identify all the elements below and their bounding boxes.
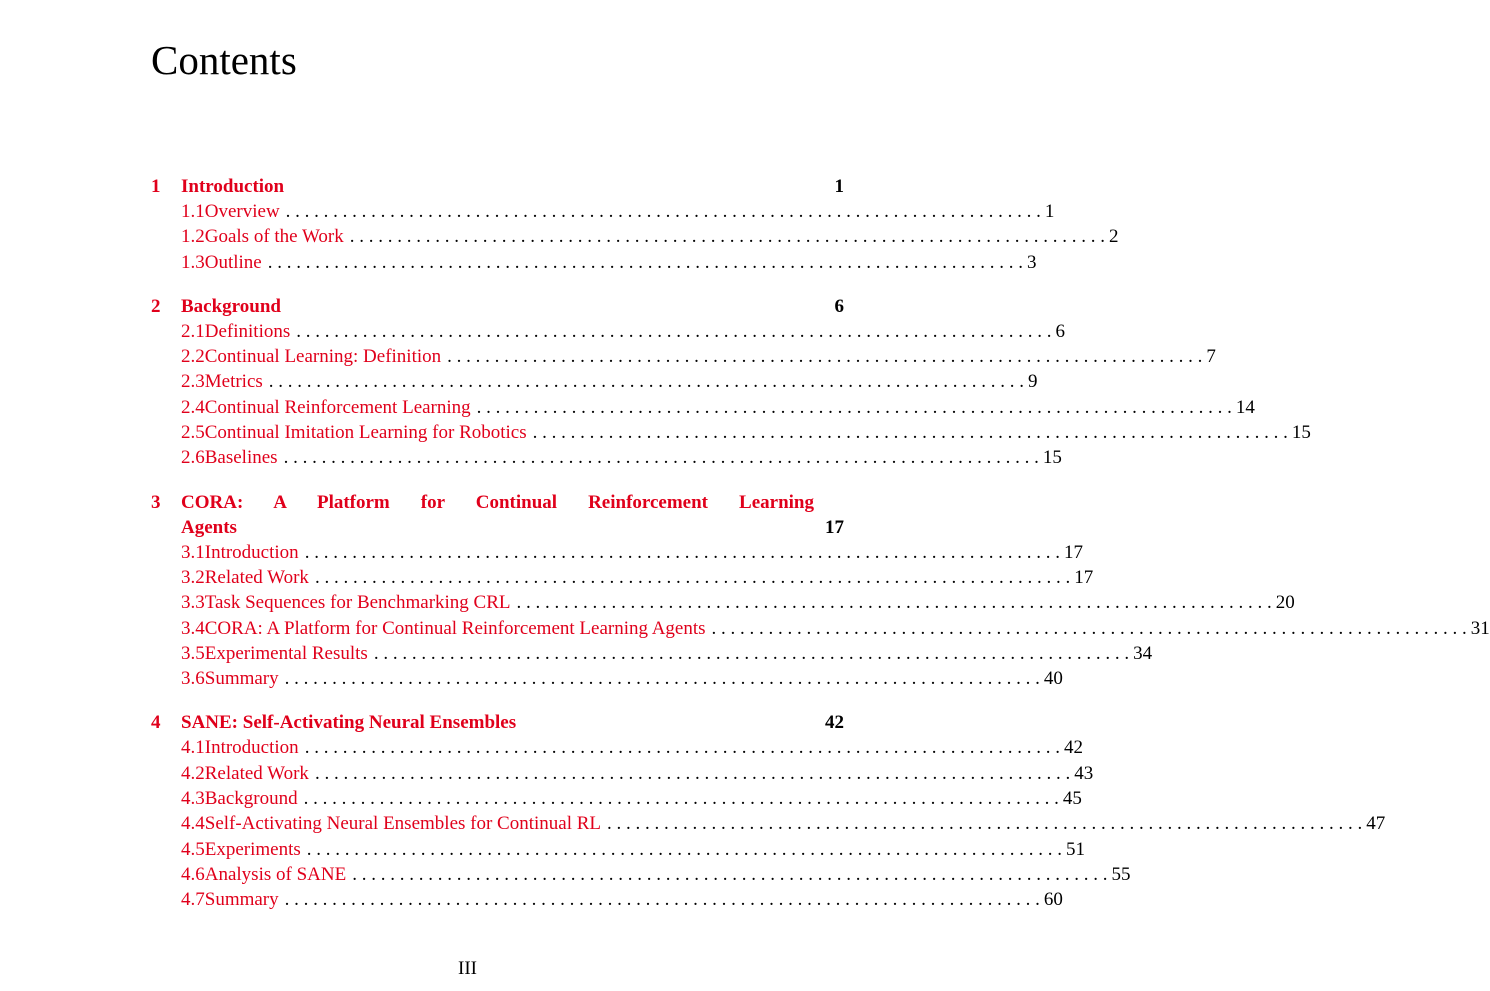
chapter-gap xyxy=(151,471,844,490)
section-title-link[interactable]: Metrics xyxy=(204,371,263,393)
toc-section-entry[interactable] xyxy=(151,811,1386,836)
section-title-link[interactable]: CORA: A Platform for Continual Reinforcement Learning Agents xyxy=(204,617,706,639)
section-page-number: 17 xyxy=(1074,566,1094,588)
leader-dots: . . . . . . . . . . . . . . . . . . . . . . . . . . . . . . . . . . . . . . . . . . . . . . . . . . . . . . . . . . . . . . . . . . . . . . . . . . . . . . . . xyxy=(283,447,1039,469)
leader-dots: . . . . . . . . . . . . . . . . . . . . . . . . . . . . . . . . . . . . . . . . . . . . . . . . . . . . . . . . . . . . . . . . . . . . . . . . . . . . . . . . xyxy=(607,813,1363,835)
section-page-number: 31 xyxy=(1470,617,1490,639)
page-title: Contents xyxy=(151,37,297,83)
toc-section-entry[interactable] xyxy=(151,420,1311,445)
chapter-page-number: 42 xyxy=(825,712,844,734)
toc-section-entry[interactable] xyxy=(151,369,1038,394)
leader-dots: . . . . . . . . . . . . . . . . . . . . . . . . . . . . . . . . . . . . . . . . . . . . . . . . . . . . . . . . . . . . . . . . . . . . . . . . . . . . . . . . xyxy=(532,422,1288,444)
toc-section-entry[interactable] xyxy=(151,761,1094,786)
chapter-title-link[interactable]: SANE: Self-Activating Neural Ensembles xyxy=(181,712,517,734)
toc-chapter xyxy=(151,710,1386,912)
section-title-link[interactable]: Experiments xyxy=(204,838,301,860)
toc-chapter xyxy=(151,174,1119,275)
leader-dots: . . . . . . . . . . . . . . . . . . . . . . . . . . . . . . . . . . . . . . . . . . . . . . . . . . . . . . . . . . . . . . . . . . . . . . . . . . . . . . . . xyxy=(268,371,1025,393)
toc-section-entry[interactable] xyxy=(151,616,1490,641)
toc-section-entry[interactable] xyxy=(151,862,1131,887)
chapter-page-number: 6 xyxy=(834,295,844,317)
toc-section-entry[interactable] xyxy=(151,344,1216,369)
section-title-link[interactable]: Baselines xyxy=(204,447,278,469)
toc-section-entry[interactable] xyxy=(151,590,1295,615)
section-number[interactable]: 3.5 xyxy=(181,642,205,664)
section-title-link[interactable]: Overview xyxy=(204,201,280,222)
section-number[interactable]: 1.1 xyxy=(181,201,205,222)
section-title-link[interactable]: Introduction xyxy=(204,541,299,563)
toc-section-entry[interactable] xyxy=(151,837,1086,862)
leader-dots: . . . . . . . . . . . . . . . . . . . . . . . . . . . . . . . . . . . . . . . . . . . . . . . . . . . . . . . . . . . . . . . . . . . . . . . . . . . . . . . . xyxy=(349,226,1106,248)
section-title-link[interactable]: Summary xyxy=(204,668,279,690)
chapter-gap xyxy=(151,275,844,294)
section-number[interactable]: 4.3 xyxy=(181,788,205,810)
section-page-number: 15 xyxy=(1042,447,1062,469)
section-title-link[interactable]: Continual Reinforcement Learning xyxy=(204,396,471,418)
section-number[interactable]: 2.5 xyxy=(181,422,205,444)
section-number[interactable]: 4.6 xyxy=(181,863,205,885)
section-title-link[interactable]: Continual Learning: Definition xyxy=(204,346,442,368)
toc-chapter xyxy=(151,294,1311,471)
chapter-page-number: 17 xyxy=(825,516,844,538)
section-number[interactable]: 4.7 xyxy=(181,889,205,911)
section-page-number: 42 xyxy=(1063,737,1083,759)
section-number[interactable]: 2.3 xyxy=(181,371,205,393)
section-number[interactable]: 4.5 xyxy=(181,838,205,860)
section-page-number: 1 xyxy=(1044,201,1055,222)
toc-section-entry[interactable] xyxy=(151,735,1083,760)
section-title-link[interactable]: Self-Activating Neural Ensembles for Continual RL xyxy=(204,813,602,835)
toc-section-entry[interactable] xyxy=(151,666,1063,691)
chapter-number[interactable]: 4 xyxy=(151,712,161,734)
section-number[interactable]: 2.4 xyxy=(181,396,205,418)
section-page-number: 17 xyxy=(1063,541,1083,563)
toc-section-entry[interactable] xyxy=(151,250,1037,275)
toc-section-entry[interactable] xyxy=(151,786,1082,811)
chapter-number[interactable]: 2 xyxy=(151,295,161,317)
section-page-number: 6 xyxy=(1055,320,1065,342)
section-title-link[interactable]: Related Work xyxy=(204,762,309,784)
toc-section-entry[interactable] xyxy=(151,199,1055,224)
chapter-title-link[interactable]: CORA: A Platform for Continual Reinforcement Learning xyxy=(181,491,814,513)
toc-section-entry[interactable] xyxy=(151,887,1063,912)
leader-dots: . . . . . . . . . . . . . . . . . . . . . . . . . . . . . . . . . . . . . . . . . . . . . . . . . . . . . . . . . . . . . . . . . . . . . . . . . . . . . . . . xyxy=(284,668,1040,690)
chapter-gap xyxy=(151,691,844,710)
toc-section-entry[interactable] xyxy=(151,540,1083,565)
section-title-link[interactable]: Introduction xyxy=(204,737,299,759)
toc-section-entry[interactable] xyxy=(151,565,1094,590)
section-number[interactable]: 1.2 xyxy=(181,226,205,248)
toc-section-entry[interactable] xyxy=(151,319,1065,344)
chapter-page-number: 1 xyxy=(834,176,844,197)
section-number[interactable]: 4.4 xyxy=(181,813,205,835)
section-number[interactable]: 3.3 xyxy=(181,592,205,614)
leader-dots: . . . . . . . . . . . . . . . . . . . . . . . . . . . . . . . . . . . . . . . . . . . . . . . . . . . . . . . . . . . . . . . . . . . . . . . . . . . . . . . . xyxy=(296,320,1052,342)
section-page-number: 9 xyxy=(1028,371,1038,393)
section-number[interactable]: 1.3 xyxy=(181,251,205,273)
section-title-link[interactable]: Continual Imitation Learning for Robotics xyxy=(204,422,527,444)
section-number[interactable]: 2.1 xyxy=(181,320,205,342)
section-page-number: 55 xyxy=(1111,863,1131,885)
leader-dots: . . . . . . . . . . . . . . . . . . . . . . . . . . . . . . . . . . . . . . . . . . . . . . . . . . . . . . . . . . . . . . . . . . . . . . . . . . . . . . . . xyxy=(352,863,1108,885)
chapter-title-link[interactable]: Agents xyxy=(181,516,237,538)
section-number[interactable]: 3.2 xyxy=(181,566,205,588)
section-page-number: 43 xyxy=(1074,762,1094,784)
section-number[interactable]: 4.1 xyxy=(181,737,205,759)
section-number[interactable]: 2.6 xyxy=(181,447,205,469)
table-of-contents xyxy=(151,174,1490,913)
chapter-title-link[interactable]: Background xyxy=(181,295,281,317)
leader-dots: . . . . . . . . . . . . . . . . . . . . . . . . . . . . . . . . . . . . . . . . . . . . . . . . . . . . . . . . . . . . . . . . . . . . . . . . . . . . . . . . xyxy=(447,346,1203,368)
section-title-link[interactable]: Definitions xyxy=(204,320,291,342)
section-page-number: 45 xyxy=(1062,788,1082,810)
section-title-link[interactable]: Task Sequences for Benchmarking CRL xyxy=(204,592,511,614)
section-title-link[interactable]: Background xyxy=(204,788,298,810)
chapter-title-link[interactable]: Introduction xyxy=(181,176,285,197)
section-page-number: 51 xyxy=(1066,838,1086,860)
page-number: III xyxy=(458,958,477,979)
section-page-number: 60 xyxy=(1043,889,1063,911)
section-title-link[interactable]: Analysis of SANE xyxy=(204,863,347,885)
leader-dots: . . . . . . . . . . . . . . . . . . . . . . . . . . . . . . . . . . . . . . . . . . . . . . . . . . . . . . . . . . . . . . . . . . . . . . . . . . . . . . . . xyxy=(304,737,1060,759)
leader-dots: . . . . . . . . . . . . . . . . . . . . . . . . . . . . . . . . . . . . . . . . . . . . . . . . . . . . . . . . . . . . . . . . . . . . . . . . . . . . . . . . xyxy=(267,251,1023,273)
toc-section-entry[interactable] xyxy=(151,224,1119,249)
leader-dots: . . . . . . . . . . . . . . . . . . . . . . . . . . . . . . . . . . . . . . . . . . . . . . . . . . . . . . . . . . . . . . . . . . . . . . . . . . . . . . . . xyxy=(314,762,1071,784)
section-page-number: 3 xyxy=(1027,251,1037,273)
leader-dots: . . . . . . . . . . . . . . . . . . . . . . . . . . . . . . . . . . . . . . . . . . . . . . . . . . . . . . . . . . . . . . . . . . . . . . . . . . . . . . . . xyxy=(303,788,1059,810)
section-title-link[interactable]: Summary xyxy=(204,889,279,911)
toc-section-entry[interactable] xyxy=(151,395,1255,420)
section-number[interactable]: 2.2 xyxy=(181,346,205,368)
leader-dots: . . . . . . . . . . . . . . . . . . . . . . . . . . . . . . . . . . . . . . . . . . . . . . . . . . . . . . . . . . . . . . . . . . . . . . . . . . . . . . . . xyxy=(306,838,1063,860)
section-title-link[interactable]: Experimental Results xyxy=(204,642,368,664)
section-title-link[interactable]: Goals of the Work xyxy=(204,226,344,248)
section-page-number: 7 xyxy=(1206,346,1216,368)
section-title-link[interactable]: Related Work xyxy=(204,566,309,588)
section-number[interactable]: 3.4 xyxy=(181,617,205,639)
leader-dots: . . . . . . . . . . . . . . . . . . . . . . . . . . . . . . . . . . . . . . . . . . . . . . . . . . . . . . . . . . . . . . . . . . . . . . . . . . . . . . . . xyxy=(314,566,1071,588)
section-page-number: 20 xyxy=(1275,592,1295,614)
section-number[interactable]: 4.2 xyxy=(181,762,205,784)
section-page-number: 34 xyxy=(1133,642,1153,664)
toc-section-entry[interactable] xyxy=(151,445,1062,470)
toc-section-entry[interactable] xyxy=(151,641,1153,666)
section-page-number: 2 xyxy=(1109,226,1119,248)
leader-dots: . . . . . . . . . . . . . . . . . . . . . . . . . . . . . . . . . . . . . . . . . . . . . . . . . . . . . . . . . . . . . . . . . . . . . . . . . . . . . . . . xyxy=(285,201,1041,222)
section-title-link[interactable]: Outline xyxy=(204,251,262,273)
section-page-number: 40 xyxy=(1043,668,1063,690)
leader-dots: . . . . . . . . . . . . . . . . . . . . . . . . . . . . . . . . . . . . . . . . . . . . . . . . . . . . . . . . . . . . . . . . . . . . . . . . . . . . . . . . xyxy=(516,592,1272,614)
chapter-number[interactable]: 1 xyxy=(151,176,161,197)
leader-dots: . . . . . . . . . . . . . . . . . . . . . . . . . . . . . . . . . . . . . . . . . . . . . . . . . . . . . . . . . . . . . . . . . . . . . . . . . . . . . . . . xyxy=(373,642,1130,664)
section-page-number: 15 xyxy=(1291,422,1311,444)
section-page-number: 47 xyxy=(1366,813,1386,835)
leader-dots: . . . . . . . . . . . . . . . . . . . . . . . . . . . . . . . . . . . . . . . . . . . . . . . . . . . . . . . . . . . . . . . . . . . . . . . . . . . . . . . . xyxy=(476,396,1232,418)
leader-dots: . . . . . . . . . . . . . . . . . . . . . . . . . . . . . . . . . . . . . . . . . . . . . . . . . . . . . . . . . . . . . . . . . . . . . . . . . . . . . . . . xyxy=(711,617,1467,639)
section-page-number: 14 xyxy=(1235,396,1255,418)
section-number[interactable]: 3.6 xyxy=(181,668,205,690)
leader-dots: . . . . . . . . . . . . . . . . . . . . . . . . . . . . . . . . . . . . . . . . . . . . . . . . . . . . . . . . . . . . . . . . . . . . . . . . . . . . . . . . xyxy=(284,889,1040,911)
leader-dots: . . . . . . . . . . . . . . . . . . . . . . . . . . . . . . . . . . . . . . . . . . . . . . . . . . . . . . . . . . . . . . . . . . . . . . . . . . . . . . . . xyxy=(304,541,1060,563)
chapter-number[interactable]: 3 xyxy=(151,491,161,513)
toc-chapter xyxy=(151,490,1490,692)
section-number[interactable]: 3.1 xyxy=(181,541,205,563)
